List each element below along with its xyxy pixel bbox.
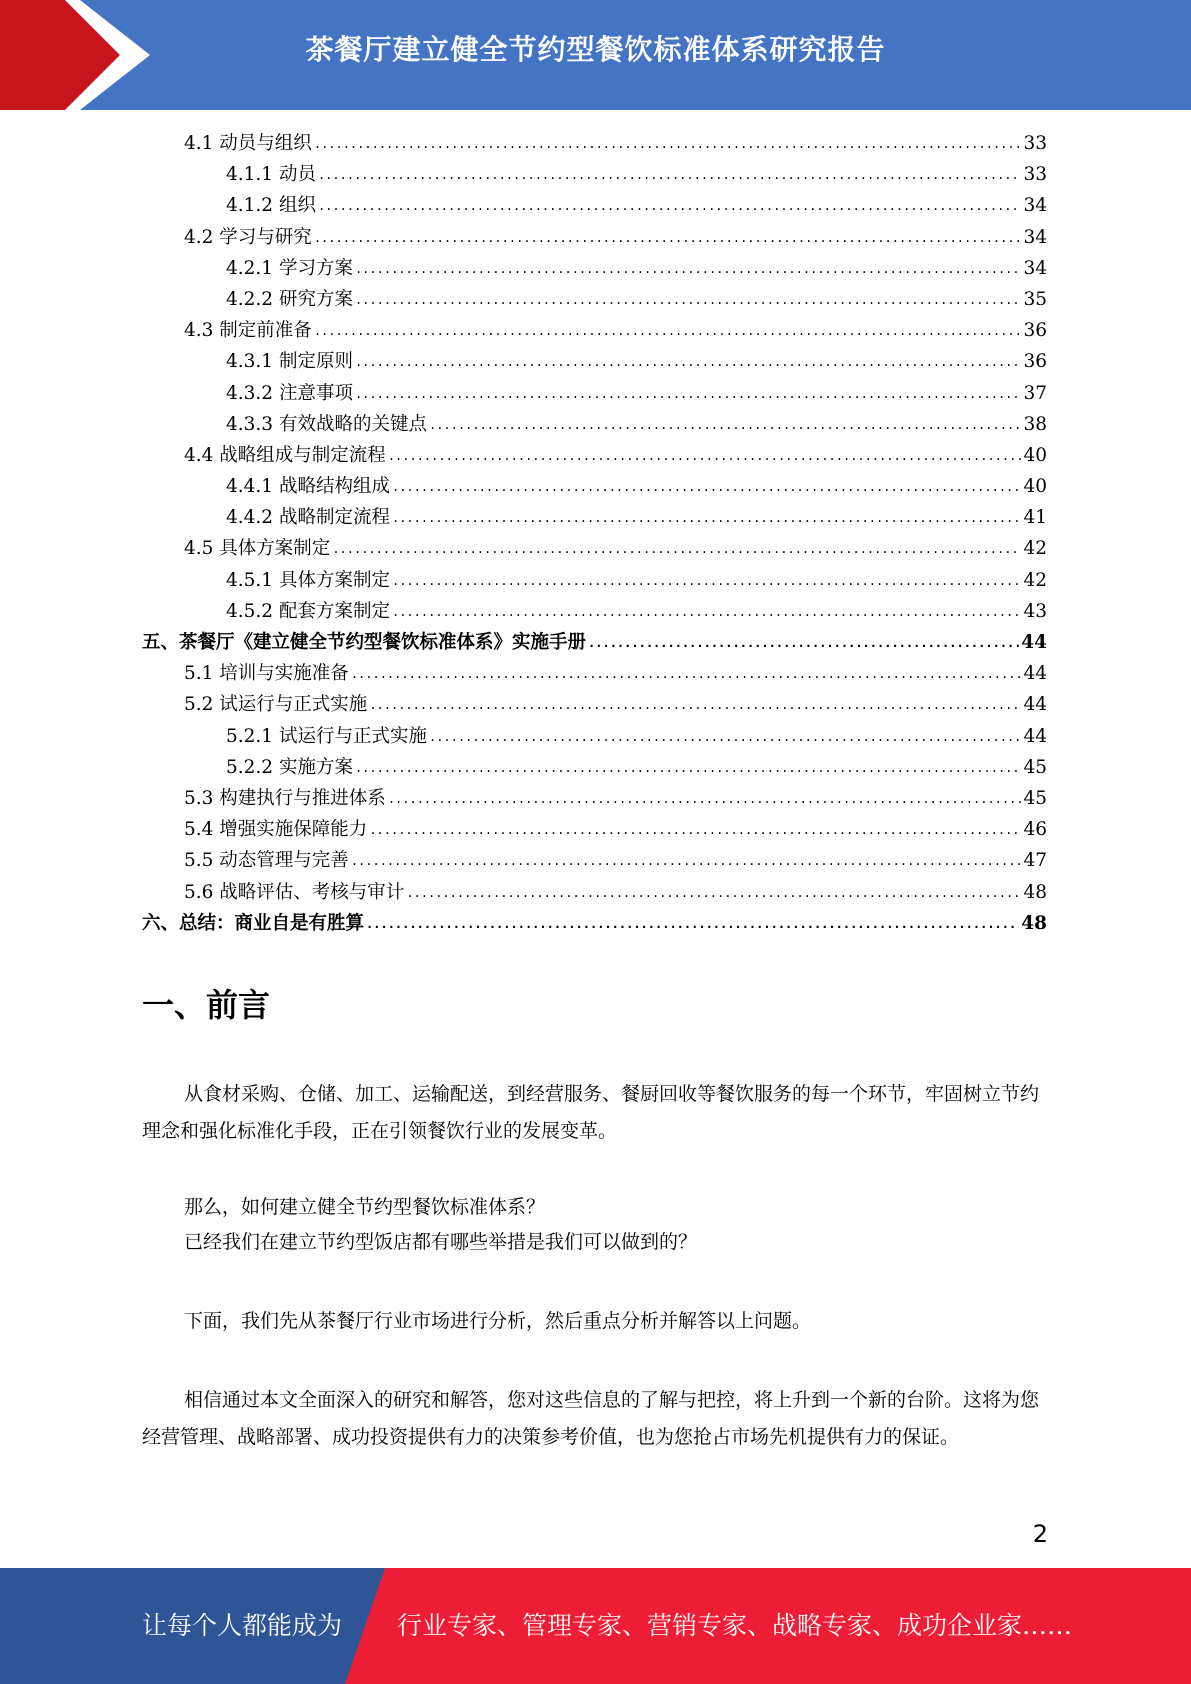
toc-leader-dots: [369, 815, 1021, 846]
toc-leader-dots: [388, 441, 1022, 472]
toc-entry-title: 4.3.3 有效战略的关键点: [226, 413, 427, 435]
toc-entry-title: 六、总结：商业自是有胜算: [142, 912, 365, 934]
toc-entry-page: 42: [1023, 569, 1047, 591]
toc-entry-title: 5.1 培训与实施准备: [184, 663, 349, 685]
toc-entry[interactable]: [142, 471, 1047, 502]
toc-entry-title: 4.3.2 注意事项: [226, 382, 353, 404]
toc-entry-title: 4.4.1 战略结构组成: [226, 476, 390, 498]
toc-leader-dots: [388, 784, 1022, 815]
toc-entry-page: 40: [1023, 476, 1047, 498]
toc-entry-page: 38: [1023, 413, 1047, 435]
toc-entry[interactable]: [142, 814, 1047, 845]
toc-entry-page: 48: [1023, 881, 1047, 903]
toc-leader-dots: [588, 628, 1019, 659]
page-number: 2: [1032, 1520, 1048, 1548]
toc-entry-page: 46: [1023, 819, 1047, 841]
toc-entry-title: 4.5.2 配套方案制定: [226, 600, 390, 622]
toc-entry-page: 33: [1023, 133, 1047, 154]
toc-entry-title: 4.3.1 制定原则: [226, 351, 353, 373]
toc-entry[interactable]: [142, 908, 1047, 939]
toc-entry[interactable]: [142, 752, 1047, 783]
toc-entry-title: 4.4.2 战略制定流程: [226, 507, 390, 529]
toc-entry-title: 4.1 动员与组织: [184, 133, 312, 154]
toc-leader-dots: [351, 659, 1022, 690]
toc-leader-dots: [355, 379, 1022, 410]
toc-entry[interactable]: [142, 596, 1047, 627]
toc-entry-page: 33: [1023, 164, 1047, 186]
toc-leader-dots: [369, 690, 1021, 721]
toc-entry[interactable]: [142, 689, 1047, 720]
question-2: 已经我们在建立节约型饭店都有哪些举措是我们可以做到的？: [184, 1231, 698, 1253]
toc-entry-title: 5.6 战略评估、考核与审计: [184, 881, 405, 903]
toc-leader-dots: [392, 472, 1021, 503]
toc-entry-page: 34: [1023, 257, 1047, 279]
toc-leader-dots: [392, 503, 1021, 534]
toc-leader-dots: [355, 285, 1022, 316]
toc-entry[interactable]: [142, 440, 1047, 471]
analysis-paragraph: 下面，我们先从茶餐厅行业市场进行分析，然后重点分析并解答以上问题。: [184, 1310, 812, 1332]
toc-entry[interactable]: [142, 315, 1047, 346]
toc-leader-dots: [314, 223, 1022, 254]
toc-entry[interactable]: [142, 502, 1047, 533]
toc-entry-page: 45: [1023, 756, 1047, 778]
toc-entry[interactable]: [142, 346, 1047, 377]
toc-entry[interactable]: [142, 658, 1047, 689]
toc-entry-title: 4.2.1 学习方案: [226, 257, 353, 279]
toc-entry-title: 五、茶餐厅《建立健全节约型餐饮标准体系》实施手册: [142, 632, 587, 653]
toc-leader-dots: [366, 909, 1019, 940]
toc-entry[interactable]: [142, 284, 1047, 315]
footer-slogan-left: 让每个人都能成为: [142, 1611, 343, 1640]
header-arrow-graphic: [0, 0, 160, 110]
question-1: 那么，如何建立健全节约型餐饮标准体系？: [184, 1196, 546, 1218]
toc-entry-page: 42: [1023, 538, 1047, 560]
toc-entry[interactable]: [142, 565, 1047, 596]
intro-paragraph: 从食材采购、仓储、加工、运输配送，到经营服务、餐厨回收等餐饮服务的每一个环节，牢固树立节约理念和强化标准化手段，正在引领餐饮行业的发展变革。: [142, 1083, 1040, 1142]
toc-leader-dots: [429, 410, 1021, 441]
toc-entry-page: 43: [1023, 600, 1047, 622]
toc-entry-page: 44: [1023, 694, 1047, 716]
toc-leader-dots: [392, 566, 1021, 597]
toc-entry[interactable]: [142, 721, 1047, 752]
toc-entry-page: 48: [1021, 912, 1047, 934]
toc-entry[interactable]: [142, 222, 1047, 253]
toc-entry-page: 36: [1023, 320, 1047, 342]
toc-entry-page: 44: [1023, 663, 1047, 685]
toc-entry-title: 5.2 试运行与正式实施: [184, 694, 368, 716]
toc-entry[interactable]: [142, 845, 1047, 876]
toc-entry-title: 5.3 构建执行与推进体系: [184, 787, 386, 809]
toc-entry[interactable]: [142, 783, 1047, 814]
toc-leader-dots: [355, 254, 1022, 285]
toc-entry-title: 4.4 战略组成与制定流程: [184, 444, 386, 466]
toc-entry-page: 41: [1023, 507, 1047, 529]
conclusion-paragraph: 相信通过本文全面深入的研究和解答，您对这些信息的了解与把控，将上升到一个新的台阶。这将为您经营管理、战略部署、成功投资提供有力的决策参考价值，也为您抢占市场先机提供有力的保证。: [142, 1389, 1040, 1448]
toc-leader-dots: [355, 753, 1022, 784]
toc-entry-page: 34: [1023, 226, 1047, 248]
toc-entry-title: 4.2 学习与研究: [184, 226, 312, 248]
footer-banner: [0, 1568, 1191, 1684]
toc-entry-page: 47: [1023, 850, 1047, 872]
toc-entry-title: 4.5.1 具体方案制定: [226, 569, 390, 591]
toc-leader-dots: [406, 878, 1021, 909]
document-title: 茶餐厅建立健全节约型餐饮标准体系研究报告: [305, 33, 886, 66]
toc-entry[interactable]: [142, 877, 1047, 908]
header-banner: [0, 0, 1191, 110]
toc-entry-page: 34: [1023, 195, 1047, 217]
toc-entry[interactable]: [142, 409, 1047, 440]
toc-entry-title: 4.1.1 动员: [226, 164, 316, 186]
toc-entry[interactable]: [142, 533, 1047, 564]
toc-leader-dots: [314, 129, 1022, 160]
toc-entry-page: 44: [1023, 725, 1047, 747]
toc-entry-page: 35: [1023, 288, 1047, 310]
toc-leader-dots: [332, 534, 1021, 565]
table-of-contents: [142, 128, 1047, 939]
toc-entry-page: 45: [1023, 787, 1047, 809]
toc-entry-title: 5.2.2 实施方案: [226, 756, 353, 778]
toc-leader-dots: [351, 846, 1022, 877]
toc-entry-title: 4.1.2 组织: [226, 195, 316, 217]
footer-slogan-right: 行业专家、管理专家、营销专家、战略专家、成功企业家……: [397, 1611, 1073, 1640]
toc-entry-title: 5.4 增强实施保障能力: [184, 819, 368, 841]
toc-leader-dots: [392, 597, 1021, 628]
toc-entry[interactable]: [142, 378, 1047, 409]
toc-entry-title: 4.3 制定前准备: [184, 320, 312, 342]
toc-leader-dots: [429, 722, 1021, 753]
toc-leader-dots: [318, 160, 1022, 191]
toc-entry-title: 4.2.2 研究方案: [226, 288, 353, 310]
toc-entry-page: 37: [1023, 382, 1047, 404]
toc-leader-dots: [318, 191, 1022, 222]
section-heading: 一、前言: [142, 986, 271, 1024]
toc-entry[interactable]: [142, 190, 1047, 221]
toc-entry-title: 4.5 具体方案制定: [184, 538, 331, 560]
toc-entry-page: 40: [1023, 444, 1047, 466]
toc-entry[interactable]: [142, 253, 1047, 284]
toc-entry[interactable]: [142, 128, 1047, 159]
toc-entry-title: 5.2.1 试运行与正式实施: [226, 725, 427, 747]
toc-entry[interactable]: [142, 159, 1047, 190]
toc-leader-dots: [314, 316, 1022, 347]
toc-entry-page: 36: [1023, 351, 1047, 373]
toc-entry-title: 5.5 动态管理与完善: [184, 850, 349, 872]
toc-leader-dots: [355, 347, 1022, 378]
toc-entry[interactable]: [142, 627, 1047, 658]
toc-entry-page: 44: [1021, 632, 1047, 653]
